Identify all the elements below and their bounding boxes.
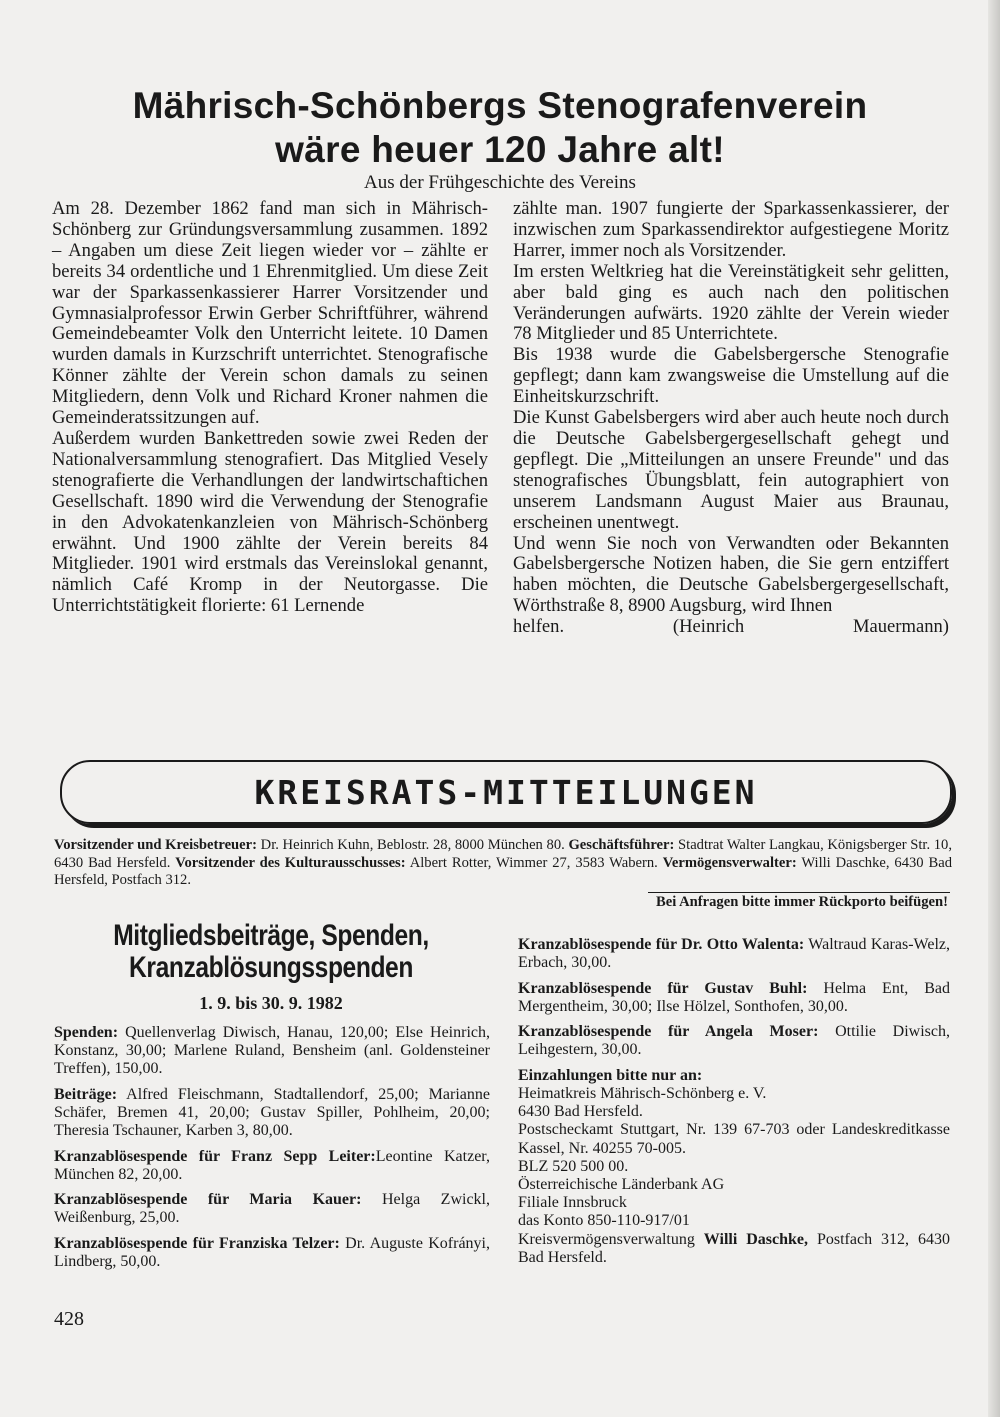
payment-line: BLZ 520 500 00. [518,1157,629,1175]
banner-title: KREISRATS-MITTEILUNGEN [254,772,758,812]
assets-label: Vermögensverwalter: [662,854,797,871]
entry-label: Kranzablösespende für Dr. Otto Walenta: [518,936,805,953]
payment-line: 6430 Bad Hersfeld. [518,1103,643,1121]
article-paragraph: zählte man. 1907 fungierte der Sparkassenkassierer, der inzwischen zum Sparkassendirektor aufgestiegene Moritz Harrer, immer noch als Vorsitzender. [513,198,949,261]
donations-title-line-2: Kranzablösungsspenden [129,951,413,984]
entry-label: Kranzablösespende für Franziska Telzer: [54,1234,340,1252]
payment-line: Österreichische Länderbank AG [518,1176,725,1193]
manager-value: Stadtrat Walter Langkau, Königsberger Str. 10, 6430 Bad Hersfeld. [54,837,952,871]
entry-label: Beiträge: [54,1085,118,1103]
payment-info [518,1067,950,1267]
closing-word: helfen. [513,616,565,638]
donation-entry [54,1086,490,1141]
entry-label: Kranzablösespende für Franz Sepp Leiter: [54,1147,376,1165]
payment-administrator-name: Willi Daschke, [703,1230,809,1248]
article-paragraph: Und wenn Sie noch von Verwandten oder Bekannten Gabelsbergersche Notizen haben, die Sie gern entziffert haben möchten, die Deutsche Gabelsbergergesellschaft, Wörthstraße 8, 8900 Augsburg, wird Ihnen [513,532,949,617]
article-column-right [513,199,949,638]
headline-line-2: wäre heuer 120 Jahre alt! [275,129,725,170]
entry-text: Helma Ent, Bad Mergentheim, 30,00; Ilse Hölzel, Sonthofen, 30,00. [518,979,951,1015]
entry-text: Dr. Auguste Kofrányi, Lindberg, 50,00. [54,1234,490,1270]
page-number: 428 [54,1308,84,1330]
kreisrat-banner [60,760,952,824]
culture-label: Vorsitzender des Kulturausschusses: [175,854,406,871]
chair-label: Vorsitzender und Kreisbetreuer: [54,837,257,853]
article-paragraph: Außerdem wurden Bankettreden sowie zwei Reden der Nationalversammlung stenografiert. Das Mitglied Vesely stenografierte die Verhandlungen der landwirtschaftichen Gesellschaft. 1890 wird die Verwendung der Stenografie in den Advokatenkanzleien von Mährisch-Schönberg erwähnt. Und 1900 zählte der Verein bereits 84 Mitglieder. 1901 wird erstmals das Vereinslokal genannt, nämlich Café Kromp in der Neutorgasse. Die Unterrichtstätigkeit florierte: 61 Lernende [52,427,488,617]
payment-line: Heimatkreis Mährisch-Schönberg e. V. [518,1084,767,1102]
assets-value: Willi Daschke, 6430 Bad Hersfeld, Postfach 312. [54,854,952,889]
donation-entry [54,1148,490,1184]
article-signature-line [513,617,949,638]
article-subtitle: Aus der Frühgeschichte des Vereins [364,172,636,193]
donations-title-line-1: Mitgliedsbeiträge, Spenden, [113,919,429,952]
article-author: (Heinrich Mauermann) [672,616,949,638]
article-paragraph: Bis 1938 wurde die Gabelsbergersche Stenografie gepflegt; dann kam zwangsweise die Umstellung auf die Einheitskurzschrift. [513,344,949,408]
headline-line-1: Mährisch-Schönbergs Stenografenverein [132,85,868,126]
donations-title [91,920,450,984]
entry-text: Helga Zwickl, Weißenburg, 25,00. [54,1191,491,1227]
donation-entry [54,1024,490,1079]
donations-column-left [54,1024,490,1278]
manager-label: Geschäftsführer: [568,837,675,853]
payment-line: Filiale Innsbruck [518,1194,627,1212]
entry-text: Leontine Katzer, München 82, 20,00. [54,1147,490,1183]
article-paragraph: Am 28. Dezember 1862 fand man sich in Mährisch-Schönberg zur Gründungsversammlung zusammen. 1892 – Angaben um diese Zeit liegen wieder vor – zählte er bereits 34 ordentliche und 1 Ehrenmitglied. Um diese Zeit war der Sparkassenkassierer Harrer Vorsitzender und Gymnasialprofessor Erwin Gerber Schriftführer, während Gemeindebeamter Volk den Unterricht leitete. 10 Damen wurden damals in Kurzschrift unterrichtet. Stenografische Könner zählte der Verein schon damals zu seinen Mitgliedern, denn Volk und Richard Kroner nahmen die Gemeinderatssitzungen auf. [52,198,488,429]
article-paragraph: Im ersten Weltkrieg hat die Vereinstätigkeit sehr gelitten, aber bald ging es auch nach den politischen Veränderungen aufwärts. 1920 zählte der Verein wieder 78 Mitglieder und 85 Unterrichtete. [513,260,949,345]
payment-address: Postfach 312, 6430 Bad Hersfeld. [518,1230,950,1266]
entry-text: Quellenverlag Diwisch, Hanau, 120,00; Else Heinrich, Konstanz, 30,00; Marlene Ruland, Bensheim (anl. Goldensteiner Treffen), 150,00. [54,1024,490,1078]
article-column-left [52,199,488,617]
article-paragraph: Die Kunst Gabelsbergers wird aber auch heute noch durch die Deutsche Gabelsbergergesellschaft gehegt und gepflegt. Die „Mitteilungen an unsere Freunde" und das stenografisches Übungsblatt, fein autographiert von unserem Landsmann August Maier aus Braunau, erscheinen unentwegt. [513,407,949,533]
page-edge-shadow [988,0,1000,1417]
donations-date-range: 1. 9. bis 30. 9. 1982 [199,993,343,1013]
donations-column-right [518,936,950,1274]
payment-administration: Kreisvermögensverwaltung [518,1230,695,1248]
donation-entry [54,1235,490,1271]
donation-entry [54,1191,490,1227]
chair-value: Dr. Heinrich Kuhn, Beblostr. 28, 8000 München 80. [260,837,565,853]
payment-label: Einzahlungen bitte nur an: [518,1066,703,1084]
payment-line: Postscheckamt Stuttgart, Nr. 139 67-703 oder Landeskreditkasse Kassel, Nr. 40255 70-005. [518,1121,950,1157]
donation-entry [518,1023,950,1059]
article-headline [50,84,950,172]
entry-label: Kranzablösespende für Angela Moser: [518,1023,819,1041]
payment-line [518,1231,950,1267]
entry-text: Ottilie Diwisch, Leihgestern, 30,00. [518,1023,951,1059]
donation-entry [518,980,950,1016]
entry-text: Alfred Fleischmann, Stadtallendorf, 25,00; Marianne Schäfer, Bremen 41, 20,00; Gustav Spiller, Pohlheim, 20,00; Theresia Tschauner, Karben 3, 80,00. [54,1085,490,1140]
entry-text: Waltraud Karas-Welz, Erbach, 30,00. [518,936,951,972]
entry-label: Kranzablösespende für Gustav Buhl: [518,979,808,997]
donation-entry [518,936,950,972]
board-members [54,837,952,890]
entry-label: Kranzablösespende für Maria Kauer: [54,1191,362,1209]
entry-label: Spenden: [54,1024,119,1041]
culture-value: Albert Rotter, Wimmer 27, 3583 Wabern. [409,854,658,871]
postage-note: Bei Anfragen bitte immer Rückporto beifügen! [648,892,950,911]
payment-line: das Konto 850-110-917/01 [518,1212,690,1230]
